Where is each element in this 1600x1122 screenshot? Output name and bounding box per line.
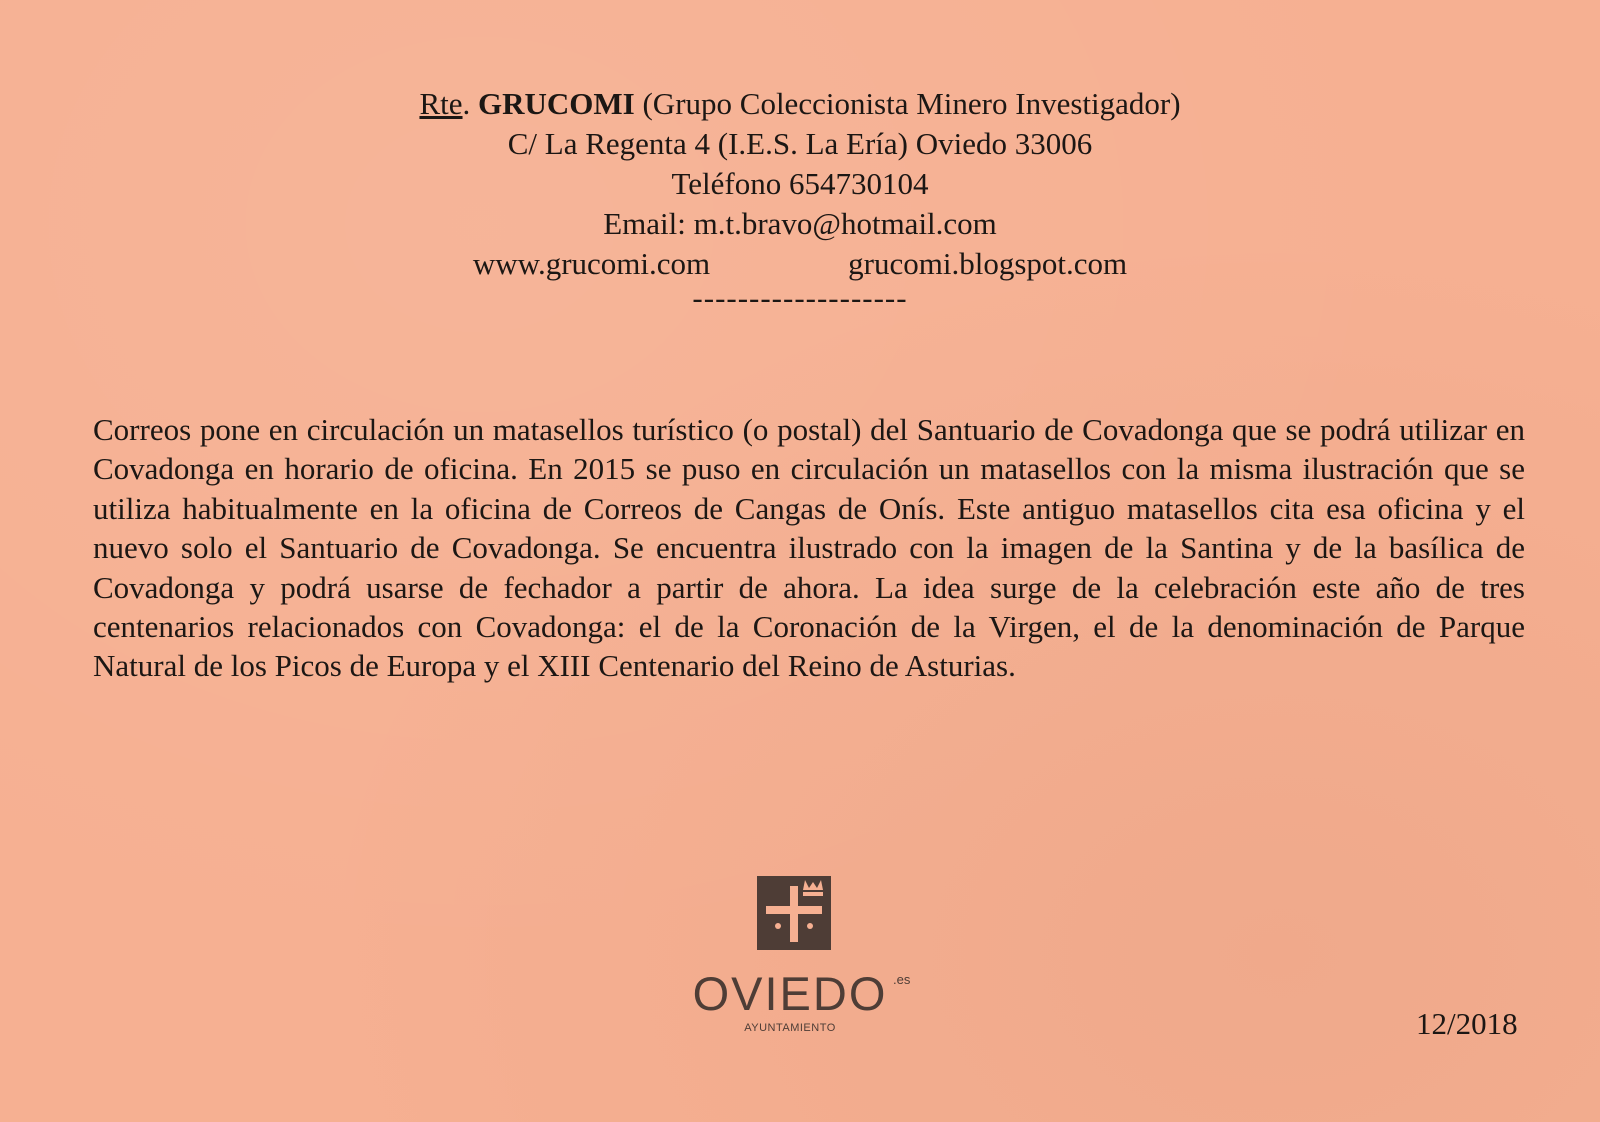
- oviedo-logo: [690, 876, 930, 1036]
- address-line: C/ La Regenta 4 (I.E.S. La Ería) Oviedo 33006: [507, 126, 1093, 161]
- blog-link: grucomi.blogspot.com: [848, 246, 1128, 281]
- issue-date: 12/2018: [1416, 1006, 1518, 1041]
- logo-suffix: .es: [893, 972, 911, 987]
- sender-line: [0, 84, 1600, 124]
- website-link: www.grucomi.com: [472, 246, 711, 281]
- logo-subtitle: AYUNTAMIENTO: [744, 1022, 836, 1034]
- sender-block: [0, 84, 1600, 318]
- phone-line: Teléfono 654730104: [671, 166, 929, 201]
- body-paragraph: Correos pone en circulación un matasellos turístico (o postal) del Santuario de Covadonga que se podrá utilizar en Covadonga en horario de oficina. En 2015 se puso en circulación un matasellos con la misma ilustración que se utiliza habitualmente en la oficina de Correos de Cangas de Onís. Este antiguo matasellos cita esa oficina y el nuevo solo el Santuario de Covadonga. Se encuentra ilustrado con la imagen de la Santina y de la basílica de Covadonga y podrá usarse de fechador a partir de ahora. La idea surge de la celebración este año de tres centenarios relacionados con Covadonga: el de la Coronación de la Virgen, el de la denominación de Parque Natural de los Picos de Europa y el XIII Centenario del Reino de Asturias.: [93, 412, 1525, 684]
- oviedo-cross-emblem-icon: [757, 876, 831, 950]
- logo-wordmark: OVIEDO: [692, 967, 888, 1020]
- org-name: GRUCOMI: [478, 86, 635, 121]
- rte-label: Rte: [419, 86, 463, 121]
- rte-punct: .: [462, 86, 471, 121]
- org-full-name: (Grupo Coleccionista Minero Investigador): [642, 86, 1181, 121]
- email-line: Email: m.t.bravo@hotmail.com: [603, 206, 997, 241]
- separator-line: -------------------: [692, 280, 908, 315]
